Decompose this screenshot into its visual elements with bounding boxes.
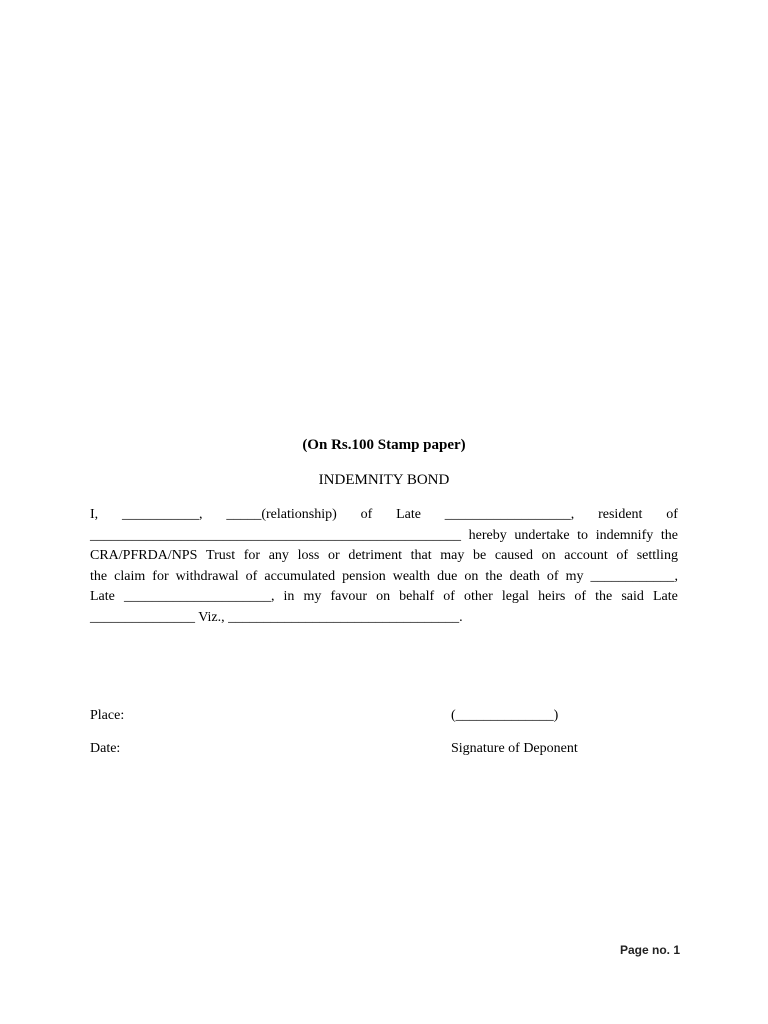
- word: heirs: [538, 589, 566, 604]
- word: the: [90, 568, 108, 584]
- word: on: [541, 548, 556, 563]
- word: Late: [396, 507, 421, 522]
- word: of: [666, 507, 678, 522]
- word: indemnify: [595, 527, 654, 543]
- word: undertake: [514, 527, 570, 543]
- word: of: [574, 589, 587, 604]
- word: Trust: [206, 548, 236, 563]
- word: of: [616, 548, 629, 563]
- word: my: [565, 568, 584, 584]
- word: settling: [636, 548, 678, 563]
- word: of: [360, 507, 373, 522]
- word: withdrawal: [175, 568, 239, 584]
- word: my: [303, 589, 322, 604]
- word: for: [152, 568, 169, 584]
- word: said: [621, 589, 644, 604]
- blank-relationship-2: ____________,: [590, 568, 678, 584]
- word: that: [410, 548, 432, 563]
- word: of: [546, 568, 559, 584]
- word: or: [328, 548, 340, 563]
- word: be: [473, 548, 487, 563]
- word: Late: [90, 589, 115, 604]
- place-label: Place:: [90, 708, 125, 723]
- signature-label: Signature of Deponent: [451, 741, 578, 756]
- paragraph-line: [90, 526, 678, 547]
- word: on: [376, 589, 391, 604]
- word: the: [485, 568, 503, 584]
- word: may: [440, 548, 465, 563]
- paragraph-line: [90, 505, 678, 526]
- word: wealth: [392, 568, 431, 584]
- word: due: [437, 568, 458, 584]
- word: pension: [342, 568, 386, 584]
- blank-deceased-name-2: _____________________,: [123, 589, 275, 604]
- blank-address: _____________________________________________________: [90, 527, 461, 543]
- word: to: [577, 527, 589, 543]
- word: accumulated: [264, 568, 336, 584]
- document-title: INDEMNITY BOND: [318, 472, 450, 488]
- word: death: [509, 568, 540, 584]
- blank-name: ___________,: [122, 507, 203, 522]
- word: loss: [297, 548, 320, 563]
- word: any: [268, 548, 289, 563]
- word: the: [595, 589, 613, 604]
- word: CRA/PFRDA/NPS: [90, 548, 198, 563]
- word: the: [660, 527, 678, 543]
- word: legal: [501, 589, 530, 604]
- word: behalf: [399, 589, 435, 604]
- paragraph-line: [90, 546, 678, 567]
- paragraph-line: [90, 587, 678, 608]
- paragraph-line: [90, 608, 678, 629]
- date-label: Date:: [90, 741, 121, 756]
- stamp-paper-note: (On Rs.100 Stamp paper): [302, 437, 466, 453]
- word: of: [443, 589, 455, 604]
- blank-deceased-name: __________________,: [444, 507, 575, 522]
- word: for: [243, 548, 261, 563]
- word: favour: [330, 589, 368, 604]
- word: of: [245, 568, 258, 584]
- bond-paragraph: [90, 505, 678, 628]
- word: I,: [90, 507, 99, 522]
- word: claim: [114, 568, 146, 584]
- word: detriment: [348, 548, 402, 563]
- legal-heirs-line: _______________ Viz., _________________________________.: [90, 609, 463, 625]
- blank-relationship: _____(relationship): [226, 507, 337, 522]
- word: hereby: [468, 527, 507, 543]
- word: account: [564, 548, 608, 563]
- page-number: Page no. 1: [620, 943, 681, 957]
- word: in: [283, 589, 295, 604]
- word: other: [463, 589, 493, 604]
- word: caused: [494, 548, 533, 563]
- word: on: [464, 568, 479, 584]
- word: resident: [598, 507, 643, 522]
- deponent-name-blank: (______________): [451, 708, 559, 723]
- word: Late: [653, 589, 678, 604]
- paragraph-line: [90, 567, 678, 588]
